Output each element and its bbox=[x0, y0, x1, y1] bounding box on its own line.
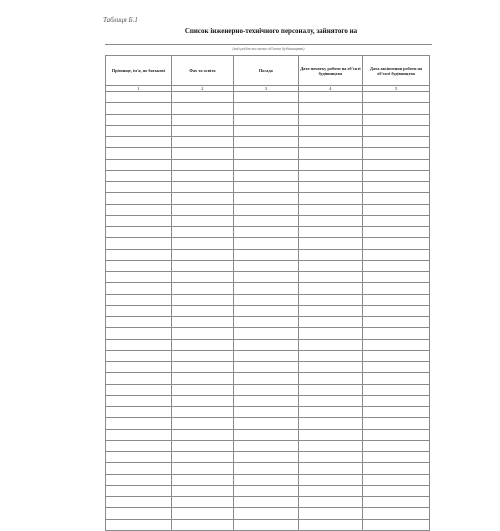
table-cell[interactable] bbox=[171, 452, 233, 463]
table-row bbox=[106, 350, 430, 361]
table-cell[interactable] bbox=[363, 272, 430, 283]
table-cell[interactable] bbox=[234, 463, 299, 474]
table-cell[interactable] bbox=[298, 519, 363, 530]
document-title: Список інженерно-технічного персоналу, зайнятого на bbox=[184, 27, 358, 35]
table-cell[interactable] bbox=[106, 260, 172, 271]
table-cell[interactable] bbox=[171, 519, 233, 530]
table-cell[interactable] bbox=[171, 114, 233, 125]
table-cell[interactable] bbox=[234, 362, 299, 373]
table-cell[interactable] bbox=[106, 148, 172, 159]
table-cell[interactable] bbox=[234, 519, 299, 530]
table-cell[interactable] bbox=[363, 283, 430, 294]
table-cell[interactable] bbox=[298, 350, 363, 361]
table-cell[interactable] bbox=[234, 92, 299, 103]
table-cell[interactable] bbox=[363, 305, 430, 316]
table-cell[interactable] bbox=[298, 125, 363, 136]
table-row bbox=[106, 204, 430, 215]
table-cell[interactable] bbox=[106, 463, 172, 474]
table-row bbox=[106, 283, 430, 294]
table-cell[interactable] bbox=[171, 170, 233, 181]
table-cell[interactable] bbox=[171, 362, 233, 373]
table-cell[interactable] bbox=[106, 283, 172, 294]
table-cell[interactable] bbox=[106, 384, 172, 395]
table-cell[interactable] bbox=[171, 328, 233, 339]
document-subtitle: (вид робіт та назва об'єкта будівництва) bbox=[232, 46, 305, 51]
table-cell[interactable] bbox=[363, 294, 430, 305]
table-row bbox=[106, 418, 430, 429]
table-cell[interactable] bbox=[234, 182, 299, 193]
table-cell[interactable] bbox=[298, 92, 363, 103]
table-cell[interactable] bbox=[363, 317, 430, 328]
table-cell[interactable] bbox=[363, 103, 430, 114]
table-cell[interactable] bbox=[298, 148, 363, 159]
table-cell[interactable] bbox=[234, 137, 299, 148]
table-cell[interactable] bbox=[298, 452, 363, 463]
table-cell[interactable] bbox=[298, 272, 363, 283]
table-cell[interactable] bbox=[106, 227, 172, 238]
table-row bbox=[106, 395, 430, 406]
table-cell[interactable] bbox=[106, 193, 172, 204]
table-cell[interactable] bbox=[106, 92, 172, 103]
table-cell[interactable] bbox=[234, 418, 299, 429]
table-cell[interactable] bbox=[298, 362, 363, 373]
table-row bbox=[106, 260, 430, 271]
table-cell[interactable] bbox=[363, 485, 430, 496]
column-header: Дата початку роботи на об'єкті будівництва bbox=[298, 56, 363, 86]
table-cell[interactable] bbox=[234, 339, 299, 350]
table-cell[interactable] bbox=[171, 418, 233, 429]
table-cell[interactable] bbox=[106, 519, 172, 530]
table-cell[interactable] bbox=[363, 362, 430, 373]
table-cell[interactable] bbox=[171, 294, 233, 305]
table-cell[interactable] bbox=[106, 362, 172, 373]
table-cell[interactable] bbox=[171, 485, 233, 496]
table-cell[interactable] bbox=[106, 407, 172, 418]
header-row bbox=[106, 56, 430, 86]
table-row bbox=[106, 272, 430, 283]
column-number: 3 bbox=[234, 86, 299, 92]
table-row bbox=[106, 305, 430, 316]
table-row bbox=[106, 362, 430, 373]
table-cell[interactable] bbox=[106, 272, 172, 283]
table-cell[interactable] bbox=[171, 508, 233, 519]
table-cell[interactable] bbox=[234, 260, 299, 271]
table-cell[interactable] bbox=[363, 328, 430, 339]
table-row bbox=[106, 227, 430, 238]
table-row bbox=[106, 193, 430, 204]
table-row bbox=[106, 125, 430, 136]
table-row bbox=[106, 103, 430, 114]
table-cell[interactable] bbox=[171, 283, 233, 294]
table-cell[interactable] bbox=[106, 305, 172, 316]
table-cell[interactable] bbox=[298, 215, 363, 226]
table-cell[interactable] bbox=[106, 137, 172, 148]
table-row bbox=[106, 497, 430, 508]
table-cell[interactable] bbox=[234, 452, 299, 463]
table-cell[interactable] bbox=[234, 125, 299, 136]
table-row bbox=[106, 519, 430, 530]
table-row bbox=[106, 294, 430, 305]
table-cell[interactable] bbox=[171, 339, 233, 350]
table-cell[interactable] bbox=[298, 170, 363, 181]
table-row bbox=[106, 463, 430, 474]
column-header: Дата закінчення роботи на об'єкті будівництва bbox=[363, 56, 430, 86]
table-cell[interactable] bbox=[171, 125, 233, 136]
table-cell[interactable] bbox=[363, 114, 430, 125]
table-cell[interactable] bbox=[106, 317, 172, 328]
table-cell[interactable] bbox=[363, 350, 430, 361]
table-label: Таблиця Б.1 bbox=[103, 16, 138, 24]
table-cell[interactable] bbox=[106, 373, 172, 384]
table-cell[interactable] bbox=[298, 373, 363, 384]
column-number: 2 bbox=[171, 86, 233, 92]
column-number: 5 bbox=[363, 86, 430, 92]
table-cell[interactable] bbox=[234, 193, 299, 204]
table-cell[interactable] bbox=[234, 384, 299, 395]
table-cell[interactable] bbox=[171, 463, 233, 474]
table-cell[interactable] bbox=[298, 384, 363, 395]
table-cell[interactable] bbox=[106, 114, 172, 125]
table-cell[interactable] bbox=[298, 485, 363, 496]
table-cell[interactable] bbox=[298, 227, 363, 238]
table-cell[interactable] bbox=[234, 508, 299, 519]
column-header: Прізвище, ім'я, по батькові bbox=[106, 56, 172, 86]
table-cell[interactable] bbox=[298, 260, 363, 271]
table-cell[interactable] bbox=[171, 474, 233, 485]
table-cell[interactable] bbox=[171, 137, 233, 148]
table-row bbox=[106, 373, 430, 384]
table-cell[interactable] bbox=[171, 159, 233, 170]
table-cell[interactable] bbox=[363, 92, 430, 103]
table-cell[interactable] bbox=[171, 215, 233, 226]
table-cell[interactable] bbox=[234, 170, 299, 181]
table-row bbox=[106, 114, 430, 125]
table-cell[interactable] bbox=[234, 227, 299, 238]
table-cell[interactable] bbox=[234, 204, 299, 215]
table-cell[interactable] bbox=[298, 182, 363, 193]
table-row bbox=[106, 407, 430, 418]
table-cell[interactable] bbox=[106, 328, 172, 339]
table-cell[interactable] bbox=[298, 103, 363, 114]
table-row bbox=[106, 170, 430, 181]
column-number: 4 bbox=[298, 86, 363, 92]
table-cell[interactable] bbox=[363, 215, 430, 226]
table-cell[interactable] bbox=[234, 249, 299, 260]
table-cell[interactable] bbox=[106, 238, 172, 249]
table-row bbox=[106, 148, 430, 159]
table-row bbox=[106, 508, 430, 519]
table-cell[interactable] bbox=[171, 238, 233, 249]
table-cell[interactable] bbox=[298, 463, 363, 474]
table-cell[interactable] bbox=[234, 114, 299, 125]
table-cell[interactable] bbox=[234, 407, 299, 418]
table-cell[interactable] bbox=[171, 92, 233, 103]
table-cell[interactable] bbox=[171, 204, 233, 215]
table-cell[interactable] bbox=[298, 429, 363, 440]
table-cell[interactable] bbox=[298, 305, 363, 316]
table-row bbox=[106, 137, 430, 148]
table-cell[interactable] bbox=[106, 294, 172, 305]
table-cell[interactable] bbox=[363, 395, 430, 406]
table-body bbox=[106, 92, 430, 531]
table-cell[interactable] bbox=[171, 182, 233, 193]
table-cell[interactable] bbox=[363, 429, 430, 440]
table-cell[interactable] bbox=[363, 159, 430, 170]
table-cell[interactable] bbox=[298, 395, 363, 406]
table-cell[interactable] bbox=[106, 429, 172, 440]
column-header: Посада bbox=[234, 56, 299, 86]
table-row bbox=[106, 159, 430, 170]
table-cell[interactable] bbox=[106, 497, 172, 508]
table-cell[interactable] bbox=[298, 283, 363, 294]
table-cell[interactable] bbox=[363, 452, 430, 463]
table-cell[interactable] bbox=[363, 440, 430, 451]
table-cell[interactable] bbox=[363, 204, 430, 215]
table-row bbox=[106, 485, 430, 496]
table-cell[interactable] bbox=[234, 159, 299, 170]
table-cell[interactable] bbox=[298, 418, 363, 429]
table-cell[interactable] bbox=[298, 137, 363, 148]
table-cell[interactable] bbox=[234, 294, 299, 305]
table-cell[interactable] bbox=[171, 227, 233, 238]
table-cell[interactable] bbox=[106, 249, 172, 260]
table-cell[interactable] bbox=[363, 418, 430, 429]
table-cell[interactable] bbox=[171, 272, 233, 283]
table-cell[interactable] bbox=[298, 474, 363, 485]
table-cell[interactable] bbox=[363, 339, 430, 350]
table-cell[interactable] bbox=[363, 508, 430, 519]
table-cell[interactable] bbox=[363, 148, 430, 159]
table-cell[interactable] bbox=[298, 339, 363, 350]
table-cell[interactable] bbox=[363, 407, 430, 418]
table-cell[interactable] bbox=[234, 317, 299, 328]
table-cell[interactable] bbox=[234, 373, 299, 384]
table-cell[interactable] bbox=[298, 317, 363, 328]
table-cell[interactable] bbox=[363, 384, 430, 395]
table-cell[interactable] bbox=[234, 148, 299, 159]
table-cell[interactable] bbox=[234, 440, 299, 451]
column-header: Фах та освіта bbox=[171, 56, 233, 86]
table-cell[interactable] bbox=[106, 182, 172, 193]
table-cell[interactable] bbox=[106, 474, 172, 485]
table-row bbox=[106, 328, 430, 339]
table-cell[interactable] bbox=[234, 474, 299, 485]
table-cell[interactable] bbox=[171, 317, 233, 328]
personnel-table bbox=[105, 55, 430, 531]
table-cell[interactable] bbox=[363, 170, 430, 181]
table-cell[interactable] bbox=[106, 170, 172, 181]
table-cell[interactable] bbox=[298, 204, 363, 215]
table-cell[interactable] bbox=[363, 137, 430, 148]
table-cell[interactable] bbox=[234, 485, 299, 496]
table-cell[interactable] bbox=[298, 328, 363, 339]
table-cell[interactable] bbox=[234, 215, 299, 226]
table-row bbox=[106, 92, 430, 103]
table-cell[interactable] bbox=[234, 272, 299, 283]
table-cell[interactable] bbox=[106, 395, 172, 406]
table-cell[interactable] bbox=[171, 249, 233, 260]
table-cell[interactable] bbox=[363, 249, 430, 260]
table-cell[interactable] bbox=[363, 373, 430, 384]
table-cell[interactable] bbox=[171, 497, 233, 508]
table-cell[interactable] bbox=[171, 103, 233, 114]
table-cell[interactable] bbox=[171, 305, 233, 316]
document-page bbox=[70, 0, 432, 500]
table-row bbox=[106, 317, 430, 328]
table-cell[interactable] bbox=[171, 148, 233, 159]
table-cell[interactable] bbox=[298, 407, 363, 418]
table-row bbox=[106, 249, 430, 260]
table-cell[interactable] bbox=[106, 159, 172, 170]
table-row bbox=[106, 474, 430, 485]
table-cell[interactable] bbox=[298, 508, 363, 519]
table-row bbox=[106, 215, 430, 226]
table-cell[interactable] bbox=[234, 103, 299, 114]
table-cell[interactable] bbox=[298, 294, 363, 305]
table-cell[interactable] bbox=[234, 238, 299, 249]
table-cell[interactable] bbox=[106, 418, 172, 429]
table-cell[interactable] bbox=[171, 384, 233, 395]
table-cell[interactable] bbox=[171, 395, 233, 406]
title-underline bbox=[105, 44, 432, 45]
table-cell[interactable] bbox=[234, 429, 299, 440]
table-cell[interactable] bbox=[106, 485, 172, 496]
table-cell[interactable] bbox=[234, 283, 299, 294]
table-cell[interactable] bbox=[171, 429, 233, 440]
column-number: 1 bbox=[106, 86, 172, 92]
table-cell[interactable] bbox=[363, 519, 430, 530]
table-cell[interactable] bbox=[363, 474, 430, 485]
table-cell[interactable] bbox=[234, 305, 299, 316]
table-cell[interactable] bbox=[363, 193, 430, 204]
table-row bbox=[106, 238, 430, 249]
table-cell[interactable] bbox=[298, 193, 363, 204]
table-cell[interactable] bbox=[363, 125, 430, 136]
table-row bbox=[106, 429, 430, 440]
table-cell[interactable] bbox=[298, 497, 363, 508]
table-cell[interactable] bbox=[363, 227, 430, 238]
table-cell[interactable] bbox=[363, 497, 430, 508]
table-cell[interactable] bbox=[298, 159, 363, 170]
table-row bbox=[106, 384, 430, 395]
table-cell[interactable] bbox=[106, 350, 172, 361]
table-cell[interactable] bbox=[363, 182, 430, 193]
table-cell[interactable] bbox=[234, 395, 299, 406]
table-cell[interactable] bbox=[234, 350, 299, 361]
table-row bbox=[106, 440, 430, 451]
table-cell[interactable] bbox=[171, 407, 233, 418]
table-cell[interactable] bbox=[234, 328, 299, 339]
table-cell[interactable] bbox=[106, 508, 172, 519]
table-cell[interactable] bbox=[106, 452, 172, 463]
table-cell[interactable] bbox=[106, 440, 172, 451]
table-cell[interactable] bbox=[171, 373, 233, 384]
table-cell[interactable] bbox=[171, 193, 233, 204]
table-cell[interactable] bbox=[106, 125, 172, 136]
table-cell[interactable] bbox=[298, 238, 363, 249]
table-cell[interactable] bbox=[298, 249, 363, 260]
table-cell[interactable] bbox=[171, 350, 233, 361]
table-cell[interactable] bbox=[363, 260, 430, 271]
table-row bbox=[106, 182, 430, 193]
table-cell[interactable] bbox=[171, 440, 233, 451]
table-cell[interactable] bbox=[106, 339, 172, 350]
table-cell[interactable] bbox=[106, 103, 172, 114]
table-cell[interactable] bbox=[234, 497, 299, 508]
table-cell[interactable] bbox=[298, 440, 363, 451]
table-cell[interactable] bbox=[106, 215, 172, 226]
table-cell[interactable] bbox=[298, 114, 363, 125]
table-cell[interactable] bbox=[363, 463, 430, 474]
table-cell[interactable] bbox=[363, 238, 430, 249]
table-cell[interactable] bbox=[106, 204, 172, 215]
table-row bbox=[106, 452, 430, 463]
table-cell[interactable] bbox=[171, 260, 233, 271]
table-row bbox=[106, 339, 430, 350]
